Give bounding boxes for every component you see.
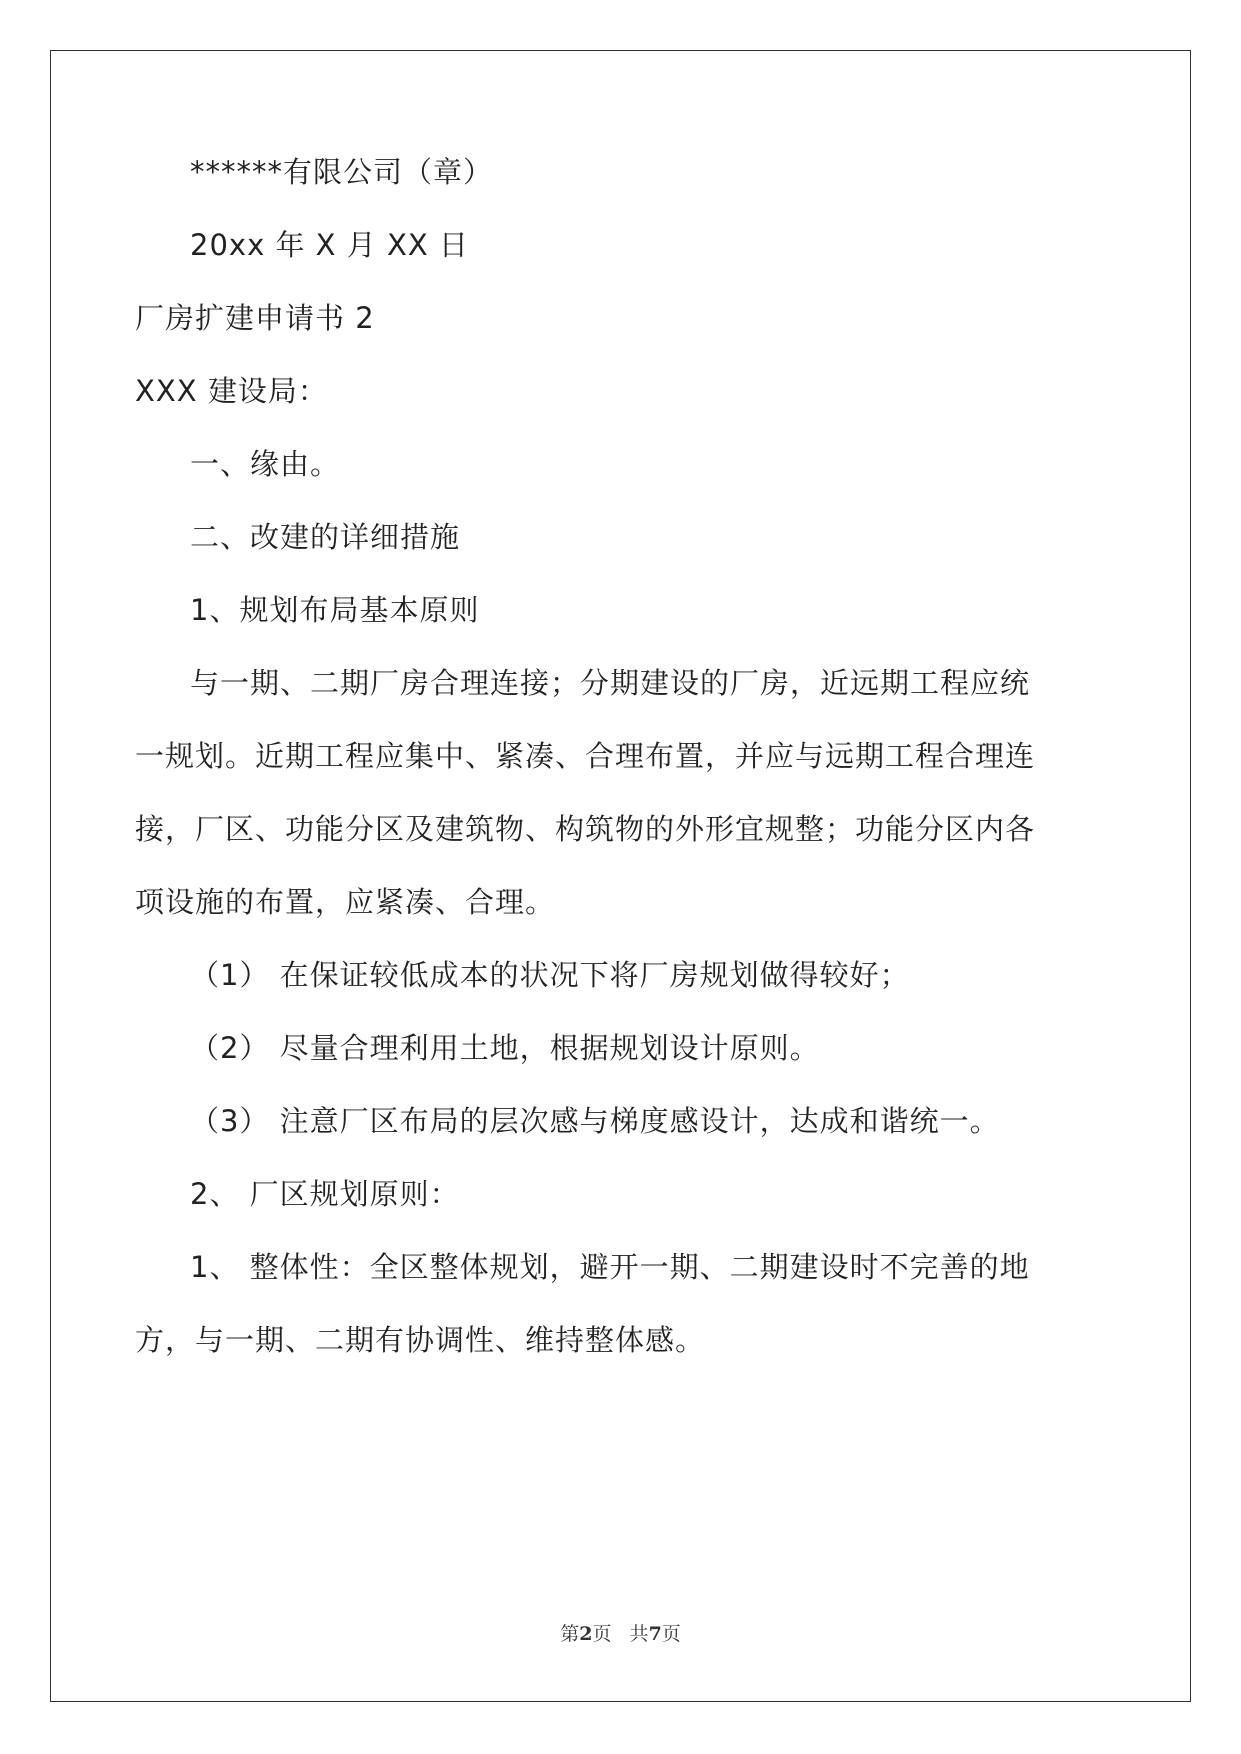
list-item: （1） 在保证较低成本的状况下将厂房规划做得较好；	[190, 958, 910, 992]
list-item: （2） 尽量合理利用土地，根据规划设计原则。	[190, 1031, 820, 1065]
footer-mid: 页 共	[592, 1623, 649, 1645]
paragraph-line: 与一期、二期厂房合理连接；分期建设的厂房，近远期工程应统	[190, 666, 1031, 700]
item-layout-principles: 1、规划布局基本原则	[190, 593, 480, 627]
footer-total-pages: 7	[648, 1623, 662, 1645]
footer-prefix: 第	[560, 1623, 580, 1645]
paragraph-line: 一规划。近期工程应集中、紧凑、合理布置，并应与远期工程合理连	[135, 739, 1036, 773]
item-site-principles: 2、 厂区规划原则：	[190, 1177, 460, 1211]
footer-suffix: 页	[661, 1623, 681, 1645]
item-reason: 一、缘由。	[190, 447, 341, 481]
paragraph-line: 接，厂区、功能分区及建筑物、构筑物的外形宜规整；功能分区内各	[135, 812, 1036, 846]
list-item: （3） 注意厂区布局的层次感与梯度感设计，达成和谐统一。	[190, 1104, 1000, 1138]
footer-page-number: 2	[579, 1623, 593, 1645]
page-footer	[0, 1622, 1241, 1646]
addressee: XXX 建设局：	[135, 374, 328, 408]
section-title: 厂房扩建申请书 2	[135, 301, 375, 335]
paragraph-line: 项设施的布置，应紧凑、合理。	[135, 885, 556, 919]
date-line: 20xx 年 X 月 XX 日	[190, 228, 469, 262]
item-measures: 二、改建的详细措施	[190, 520, 461, 554]
paragraph-line: 1、 整体性：全区整体规划，避开一期、二期建设时不完善的地	[190, 1250, 1030, 1284]
company-seal-line: ******有限公司（章）	[190, 155, 494, 189]
paragraph-line: 方，与一期、二期有协调性、维持整体感。	[135, 1323, 706, 1357]
